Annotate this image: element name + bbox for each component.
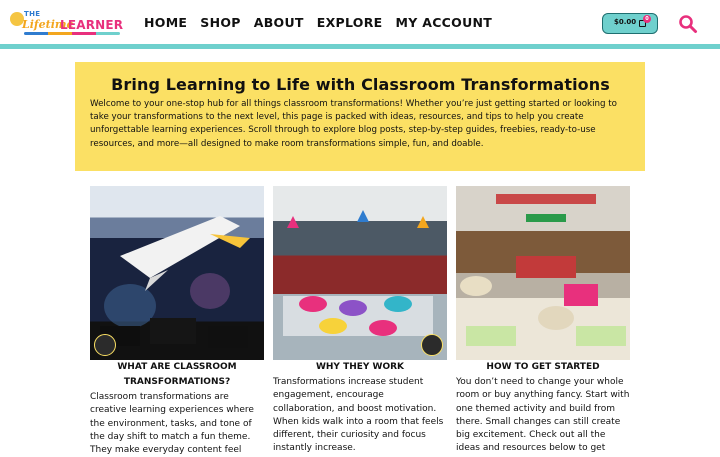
nav-my-account[interactable]: MY ACCOUNT xyxy=(395,15,493,30)
classroom-scene-illustration xyxy=(273,186,447,360)
nav-about[interactable]: ABOUT xyxy=(253,15,304,30)
logo-the: THE xyxy=(24,10,41,18)
header-accent-bar xyxy=(0,44,720,49)
page-title: Bring Learning to Life with Classroom Transformations xyxy=(111,75,610,94)
card-text: You don’t need to change your whole room or buy anything fancy. Start with one themed activity and build from there. Small changes can still create big excitement. Check out all the ideas and resources below to get xyxy=(456,377,630,454)
card-title: WHAT ARE CLASSROOM TRANSFORMATIONS? xyxy=(117,362,237,387)
site-header xyxy=(0,0,720,44)
classroom-scene-illustration xyxy=(456,186,630,360)
card-title: WHY THEY WORK xyxy=(315,362,405,372)
logo-underline xyxy=(24,32,120,35)
corner-logo-badge xyxy=(421,334,443,356)
cart-amount: $0.00 xyxy=(614,18,637,26)
card-what-are-transformations xyxy=(90,186,264,457)
nav-shop[interactable]: SHOP xyxy=(200,15,241,30)
game-show-classroom-photo xyxy=(273,186,447,360)
logo-lifetime: Lifetime xyxy=(22,18,74,31)
card-why-they-work xyxy=(273,186,447,456)
card-title: HOW TO GET STARTED xyxy=(486,362,600,372)
main-nav xyxy=(144,15,492,30)
nav-explore[interactable]: EXPLORE xyxy=(316,15,383,30)
card-how-to-get-started xyxy=(456,186,630,456)
corner-logo-badge xyxy=(94,334,116,356)
cart-count-badge: 0 xyxy=(643,15,651,23)
search-icon[interactable] xyxy=(678,14,698,34)
nav-home[interactable]: HOME xyxy=(144,15,188,30)
intro-banner xyxy=(75,62,645,171)
safari-classroom-photo xyxy=(456,186,630,360)
card-text: Classroom transformations are creative learning experiences where the environment, tasks, and tone of the day shift to match a fun theme. They make everyday content feel xyxy=(90,392,254,456)
space-classroom-photo xyxy=(90,186,264,360)
site-logo[interactable] xyxy=(10,8,122,38)
card-text: Transformations increase student engagement, encourage collaboration, and boost motivation. When kids walk into a room that feels different, their curiosity and focus instantly increase. xyxy=(273,377,444,454)
intro-text: Welcome to your one-stop hub for all things classroom transformations! Whether you’re just getting started or looking to take your transformations to the next level, this page is packed with ideas, resources, and tips to help you create unforgettable learning experiences. Scroll through to explore blog posts, step-by-step guides, freebies, ready-to-use resources, and more—all designed to make room transformations simple, fun, and doable. xyxy=(90,99,617,149)
cart-button[interactable] xyxy=(602,13,658,34)
space-shuttle-illustration xyxy=(90,186,264,360)
logo-learner: LEARNER xyxy=(60,18,124,32)
